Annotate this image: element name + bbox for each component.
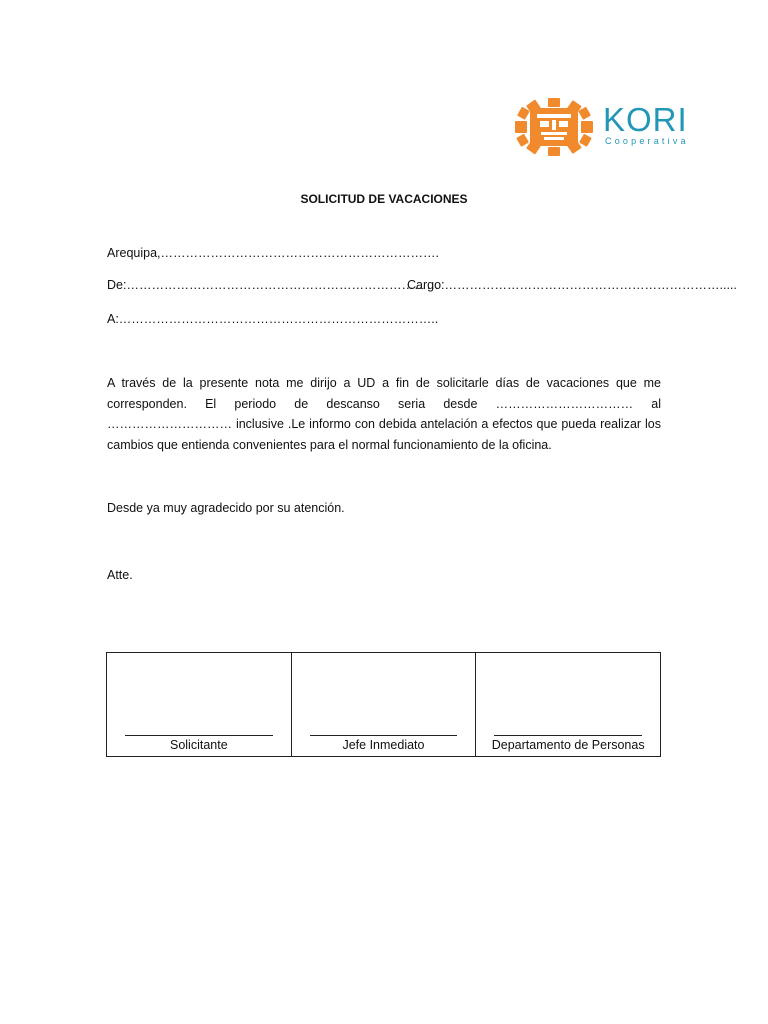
signature-line (310, 735, 458, 736)
brand-name: KORI (603, 101, 688, 138)
signature-table (106, 652, 661, 757)
thanks-line: Desde ya muy agradecido por su atención. (107, 501, 345, 515)
brand-subtitle: Cooperativa (605, 136, 689, 146)
signature-label: Departamento de Personas (491, 738, 645, 752)
signature-label: Jefe Inmediato (342, 738, 425, 752)
signature-cell-applicant (107, 653, 292, 757)
place-field: Arequipa,…………………………………………………………. (107, 246, 439, 260)
body-paragraph: A través de la presente nota me dirijo a UD a fin de solicitarle días de vacaciones que me corresponden. El periodo de descanso seria desde …………………………… al ………………………… inclusive .Le informo con debida antelación a efectos que pueda realizar los cambios que entienda convenientes para el normal funcionamiento de la oficina. (107, 376, 661, 452)
kori-logo (515, 98, 715, 158)
signature-line (125, 735, 273, 736)
signature-label: Solicitante (169, 738, 228, 752)
closing-line: Atte. (107, 568, 133, 582)
position-field: Cargo:…………………………………………………………..... (407, 278, 737, 292)
signature-cell-hr (476, 653, 661, 757)
signature-cell-manager (291, 653, 476, 757)
signature-line (494, 735, 642, 736)
document-title: SOLICITUD DE VACACIONES (300, 192, 468, 206)
to-field: A:………………………………………………………………….. (107, 312, 439, 326)
from-field: De:………………………………………………………………… (107, 278, 439, 292)
sun-mask-icon (515, 98, 593, 156)
